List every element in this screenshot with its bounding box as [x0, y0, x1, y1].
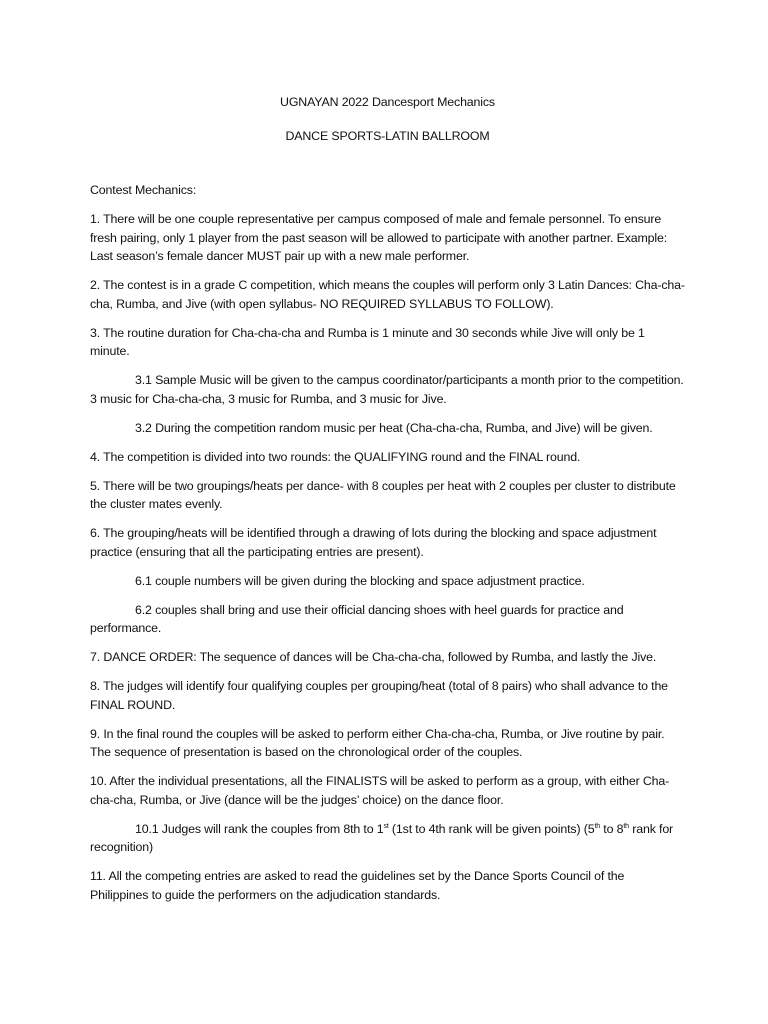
p10-1-text-b: (1st to 4th rank will be given points) (5 [388, 821, 595, 836]
p10-1-text-a: 10.1 Judges will rank the couples from 8th to 1 [135, 821, 384, 836]
section-heading: Contest Mechanics: [90, 183, 197, 197]
p10-1-text-d: rank for recognition) [90, 821, 674, 854]
paragraph-10-1 [90, 820, 685, 857]
paragraph-6: 6. The grouping/heats will be identified through a drawing of lots during the blocking and space adjustment practice (ensuring that all the participating entries are present). [90, 526, 657, 559]
p10-1-sup-th-2: th [623, 822, 629, 830]
paragraph-8: 8. The judges will identify four qualifying couples per grouping/heat (total of 8 pairs) who shall advance to the FINAL ROUND. [90, 679, 668, 712]
paragraph-3: 3. The routine duration for Cha-cha-cha and Rumba is 1 minute and 30 seconds while Jive will only be 1 minute. [90, 325, 645, 358]
paragraph-1: 1. There will be one couple representative per campus composed of male and female personnel. To ensure fresh pairing, only 1 player from the past season will be allowed to participate with another partner. Example: Last season’s female dancer MUST pair up with a new male performer. [90, 212, 668, 263]
p10-1-sup-st: st [383, 822, 389, 830]
document-title: UGNAYAN 2022 Dancesport Mechanics [280, 95, 495, 109]
paragraph-6-2: 6.2 couples shall bring and use their official dancing shoes with heel guards for practice and performance. [90, 602, 624, 635]
paragraph-4: 4. The competition is divided into two rounds: the QUALIFYING round and the FINAL round. [90, 449, 581, 464]
paragraph-6-1: 6.1 couple numbers will be given during the blocking and space adjustment practice. [135, 573, 585, 588]
p10-1-sup-th-1: th [594, 822, 601, 830]
paragraph-11: 11. All the competing entries are asked to read the guidelines set by the Dance Sports Council of the Philippines to guide the performers on the adjudication standards. [90, 869, 625, 902]
paragraph-7: 7. DANCE ORDER: The sequence of dances will be Cha-cha-cha, followed by Rumba, and lastly the Jive. [90, 650, 657, 664]
paragraph-3-1: 3.1 Sample Music will be given to the campus coordinator/participants a month prior to the competition. 3 music for Cha-cha-cha, 3 music for Rumba, and 3 music for Jive. [90, 373, 684, 406]
paragraph-3-2: 3.2 During the competition random music per heat (Cha-cha-cha, Rumba, and Jive) will be given. [135, 420, 653, 435]
p10-1-text-c: to 8 [600, 821, 624, 836]
document-subtitle: DANCE SPORTS-LATIN BALLROOM [285, 128, 490, 143]
paragraph-9: 9. In the final round the couples will be asked to perform either Cha-cha-cha, Rumba, or Jive routine by pair. The sequence of presentation is based on the chronological order of the couples. [90, 726, 665, 759]
paragraph-10: 10. After the individual presentations, all the FINALISTS will be asked to perform as a group, with either Cha-cha-cha, Rumba, or Jive (dance will be the judges’ choice) on the dance floor. [90, 774, 670, 807]
document-body [90, 93, 685, 915]
paragraph-5: 5. There will be two groupings/heats per dance- with 8 couples per heat with 2 couples per cluster to distribute the cluster mates evenly. [90, 478, 676, 511]
paragraph-2: 2. The contest is in a grade C competition, which means the couples will perform only 3 Latin Dances: Cha-cha-cha, Rumba, and Jive (with open syllabus- NO REQUIRED SYLLABUS TO FOLLOW). [90, 278, 685, 311]
